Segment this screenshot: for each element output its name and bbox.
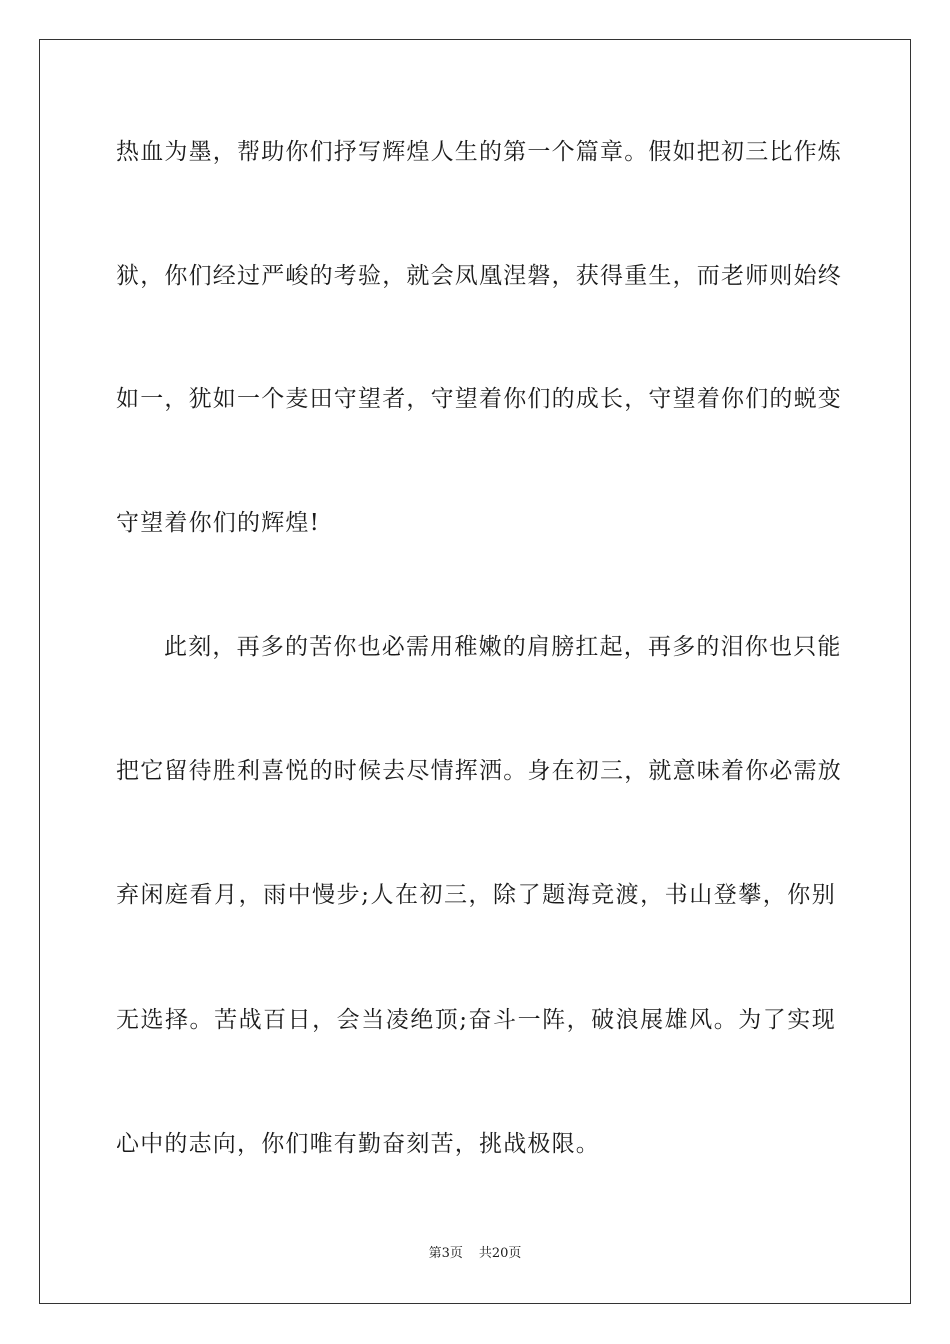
text-line: 守望着你们的辉煌! (116, 510, 321, 536)
text-line: 狱，你们经过严峻的考验，就会凤凰涅磐，获得重生，而老师则始终 (116, 263, 842, 289)
text-line: 无选择。苦战百日，会当凌绝顶;奋斗一阵，破浪展雄风。为了实现 (116, 1007, 836, 1033)
text-line: 弃闲庭看月，雨中慢步;人在初三，除了题海竞渡，书山登攀，你别 (116, 882, 836, 908)
text-line: 把它留待胜利喜悦的时候去尽情挥洒。身在初三，就意味着你必需放 (116, 758, 842, 784)
page-border (39, 39, 911, 1304)
page-total: 共20页 (478, 1246, 522, 1261)
text-line: 心中的志向，你们唯有勤奋刻苦，挑战极限。 (116, 1131, 600, 1157)
page-footer (0, 1245, 950, 1263)
text-line: 热血为墨，帮助你们抒写辉煌人生的第一个篇章。假如把初三比作炼 (116, 139, 842, 165)
text-line: 如一，犹如一个麦田守望者，守望着你们的成长，守望着你们的蜕变 (116, 386, 842, 412)
text-line: 此刻，再多的苦你也必需用稚嫩的肩膀扛起，再多的泪你也只能 (164, 634, 842, 660)
page-number: 第3页 (428, 1246, 463, 1261)
